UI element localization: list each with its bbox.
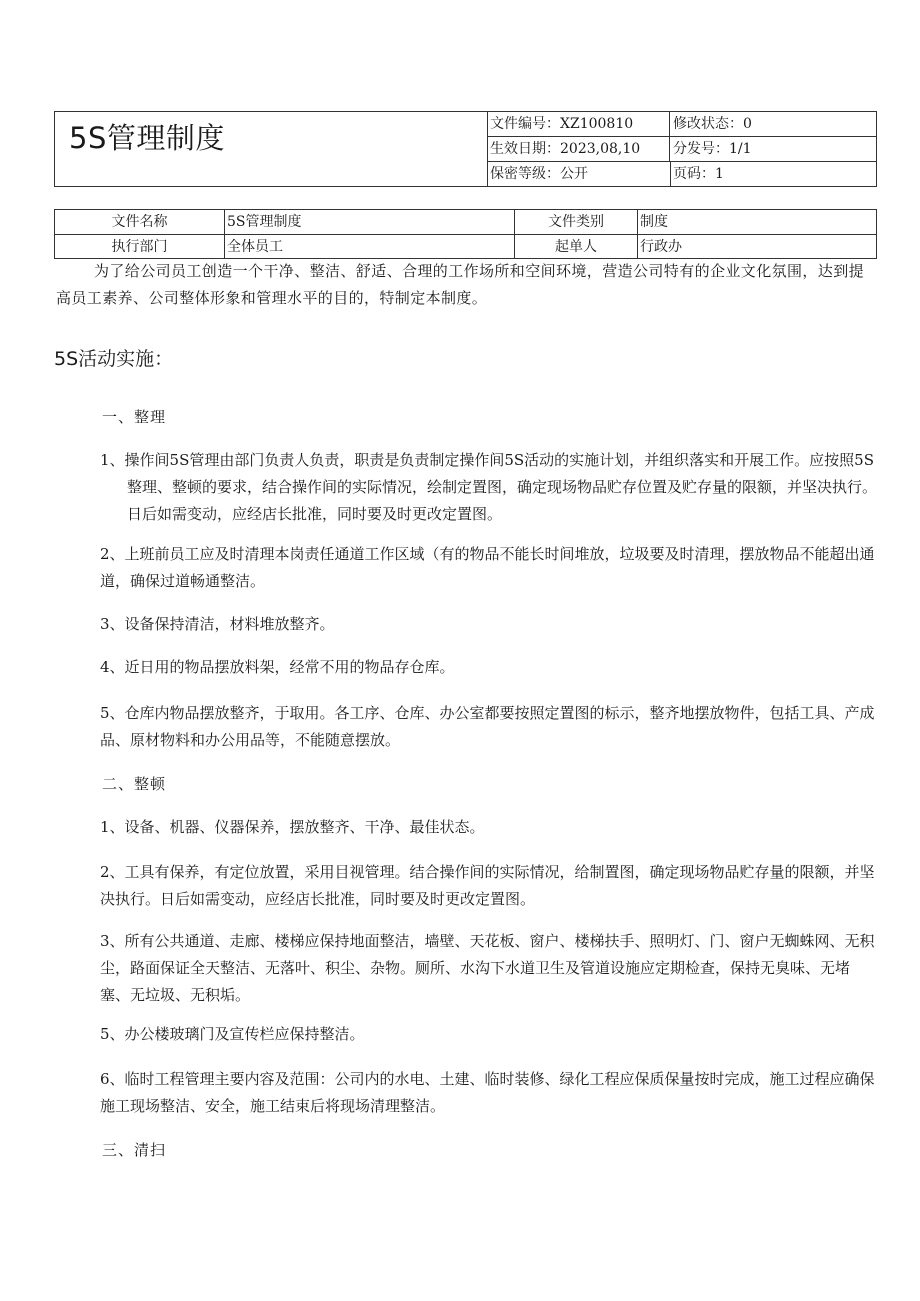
file-name-value: 5S管理制度 [225,210,515,234]
department-value: 全体员工 [225,235,515,259]
info-row [55,210,876,235]
list-item: 1、设备、机器、仪器保养，摆放整齐、干净、最佳状态。 [100,818,485,836]
list-item: 4、近日用的物品摆放料架，经常不用的物品存仓库。 [100,658,455,676]
info-table [54,209,877,259]
list-item: 2、上班前员工应及时清理本岗责任通道工作区域（有的物品不能长时间堆放，垃圾要及时清理，摆放物品不能超出通道，确保过道畅通整洁。 [100,545,875,590]
document-title: 5S管理制度 [69,121,225,155]
subsection-heading-1: 一、整理 [102,408,167,426]
confidentiality-level: 保密等级：公开 [490,166,588,182]
list-item: 6、临时工程管理主要内容及范围：公司内的水电、土建、临时装修、绿化工程应保质保量按时完成，施工过程应确保施工现场整洁、安全，施工结束后将现场清理整洁。 [100,1070,875,1115]
file-name-label: 文件名称 [55,210,225,234]
subsection-heading-3: 三、清扫 [102,1141,167,1159]
meta-row [488,137,877,162]
page-number: 页码：1 [670,162,876,186]
revision-status: 修改状态：0 [673,116,752,132]
meta-row [488,162,877,186]
file-number: 文件编号：XZ100810 [488,112,670,136]
file-type-label: 文件类别 [515,210,638,234]
meta-grid [487,112,877,186]
list-item: 3、设备保持清洁，材料堆放整齐。 [100,615,335,633]
list-item: 5、办公楼玻璃门及宣传栏应保持整洁。 [100,1025,365,1043]
distribution-number: 分发号：1/1 [673,141,752,157]
list-item: 3、所有公共通道、走廊、楼梯应保持地面整洁，墙壁、天花板、窗户、楼梯扶手、照明灯、门、窗户无蜘蛛网、无积尘，路面保证全天整洁、无落叶、积尘、杂物。厕所、水沟下水道卫生及管道设施应定期检查，保持无臭味、无堵塞、无垃圾、无积垢。 [100,932,875,1004]
intro-paragraph: 为了给公司员工创造一个干净、整洁、舒适、合理的工作场所和空间环境，营造公司特有的企业文化氛围，达到提高员工素养、公司整体形象和管理水平的目的，特制定本制度。 [56,262,865,307]
meta-row [488,112,877,137]
file-type-value: 制度 [640,214,668,230]
list-item: 5、仓库内物品摆放整齐，于取用。各工序、仓库、办公室都要按照定置图的标示，整齐地摆放物件，包括工具、产成品、原材物料和办公用品等，不能随意摆放。 [100,704,875,749]
author-label: 起单人 [515,235,638,259]
department-label: 执行部门 [55,235,225,259]
document-header [54,111,877,187]
subsection-heading-2: 二、整顿 [102,775,167,793]
list-item: 2、工具有保养，有定位放置，采用目视管理。结合操作间的实际情况，给制置图，确定现场物品贮存量的限额，并坚决执行。日后如需变动，应经店长批准，同时要及时更改定置图。 [100,863,875,908]
effective-date: 生效日期：2023,08,10 [488,137,670,161]
author-value: 行政办 [640,239,682,255]
section-heading: 5S活动实施： [54,348,174,370]
list-item: 1、操作间5S管理由部门负责人负责，职责是负责制定操作间5S活动的实施计划，并组织落实和开展工作。应按照5S整理、整顿的要求，结合操作间的实际情况，绘制定置图，确定现场物品贮存位置及贮存量的限额，并坚决执行。日后如需变动，应经店长批准，同时要及时更改定置图。 [100,451,878,523]
info-row [55,235,876,259]
